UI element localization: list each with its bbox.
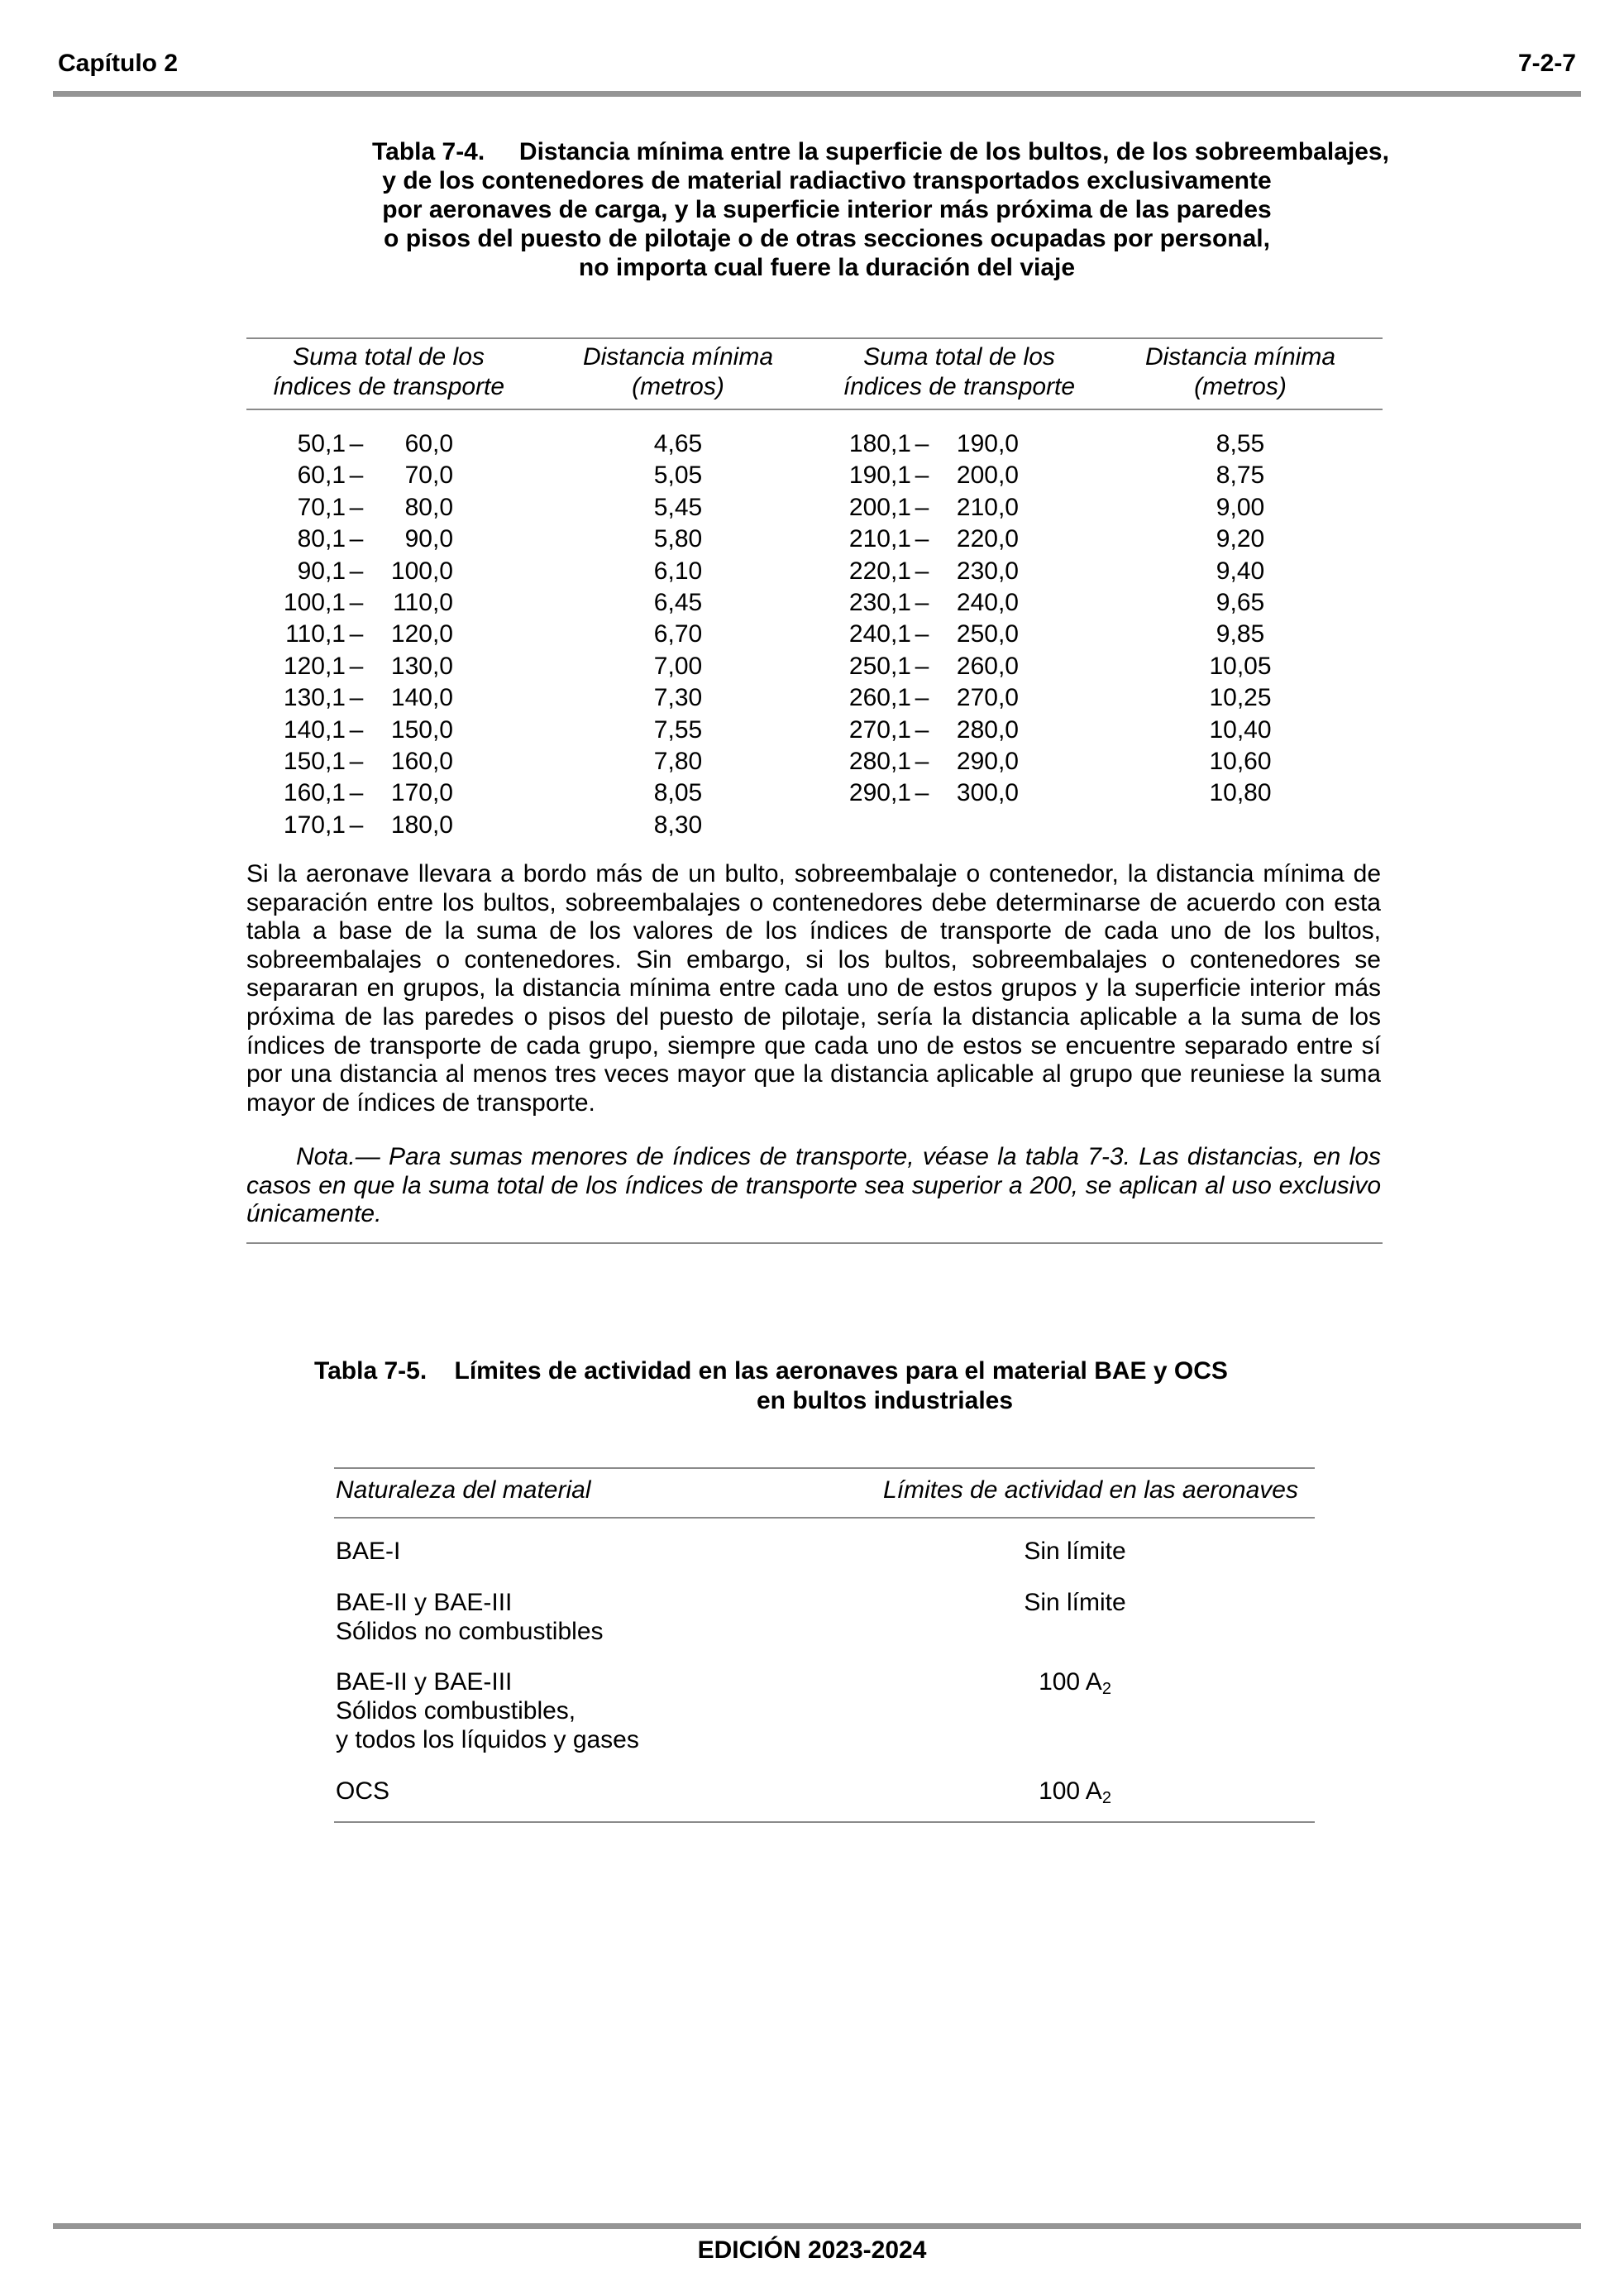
range-high: 180,0 [390,811,453,839]
range-low: 140,1 [283,715,346,744]
range-high: 150,0 [390,715,453,744]
range-low: 90,1 [297,557,346,585]
table-7-4-title [256,137,1397,282]
table-row [281,619,453,650]
table-row [843,524,1019,555]
table-row [281,746,453,777]
table-row [281,682,453,714]
table-7-4-col-header: Suma total de los índices de transporte [272,343,505,400]
table-7-4-note: Nota.— Para sumas menores de índices de transporte, véase la tabla 7-3. Las distancias, en los casos en que la suma total de los índices de transporte sea superior a 200, se aplican al uso exclusivo únicamente. [246,1143,1381,1228]
range-high: 270,0 [956,684,1019,712]
range-low: 100,1 [283,589,346,617]
table-row [843,587,1019,619]
range-dash: – [915,430,929,457]
range-dash: – [349,430,364,457]
range-low: 210,1 [848,525,911,553]
range-dash: – [915,748,929,776]
range-dash: – [915,652,929,680]
table-7-5-bottom-rule [334,1821,1315,1823]
range-high: 200,0 [956,462,1019,490]
table-7-5-material-cell: BAE-I [336,1538,401,1565]
table-row [843,651,1019,682]
edition-label: EDICIÓN 2023-2024 [697,2236,927,2264]
footer-rule [53,2223,1581,2229]
range-high: 190,0 [956,430,1019,457]
range-low: 170,1 [283,811,346,839]
range-low: 60,1 [297,462,346,490]
table-7-4-col-header: Distancia mínima (metros) [1144,343,1336,400]
range-dash: – [915,493,929,521]
range-high: 70,0 [404,462,453,490]
range-high: 230,0 [956,557,1019,585]
range-high: 100,0 [390,557,453,585]
page-number: 7-2-7 [1517,50,1576,77]
table-7-5-limit-cell: Sin límite [1024,1589,1126,1616]
range-low: 50,1 [297,430,346,457]
range-dash: – [349,589,364,617]
range-dash: – [915,525,929,553]
table-row [281,810,453,841]
range-high: 280,0 [956,715,1019,744]
range-dash: – [915,589,929,617]
table-7-4-title-line: o pisos del puesto de pilotaje o de otras secciones ocupadas por personal, [384,225,1270,252]
range-low: 220,1 [848,557,911,585]
range-low: 260,1 [848,684,911,712]
table-row [281,587,453,619]
distance-value: 7,00 [653,652,703,680]
range-high: 60,0 [404,430,453,457]
table-row [843,556,1019,587]
range-dash: – [915,779,929,807]
table-7-5-label: Tabla 7-5. [314,1357,427,1385]
table-row [843,460,1019,491]
range-dash: – [349,748,364,776]
distance-value: 7,80 [653,748,703,776]
distance-value: 10,40 [1209,715,1272,744]
range-low: 290,1 [848,779,911,807]
range-low: 160,1 [283,779,346,807]
distance-value: 5,05 [653,462,703,490]
range-high: 160,0 [390,748,453,776]
range-dash: – [349,462,364,490]
range-low: 130,1 [283,684,346,712]
range-high: 80,0 [404,493,453,521]
range-dash: – [915,620,929,648]
range-dash: – [349,493,364,521]
distance-value: 8,75 [1216,462,1265,490]
range-high: 90,0 [404,525,453,553]
table-7-4-bottom-rule [246,1242,1383,1244]
range-dash: – [349,811,364,839]
range-low: 70,1 [297,493,346,521]
distance-value: 7,30 [653,684,703,712]
range-dash: – [349,684,364,712]
range-high: 300,0 [956,779,1019,807]
range-low: 110,1 [285,620,346,648]
table-7-4-header-rule [246,409,1383,410]
distance-value: 9,20 [1216,525,1265,553]
range-dash: – [349,557,364,585]
distance-value: 10,05 [1209,652,1272,680]
table-7-5-title-line: Límites de actividad en las aeronaves para el material BAE y OCS [454,1357,1228,1385]
table-7-4-title-line: por aeronaves de carga, y la superficie interior más próxima de las paredes [382,196,1272,223]
range-high: 250,0 [956,620,1019,648]
distance-value: 8,05 [653,779,703,807]
table-row [843,428,1019,460]
distance-value: 10,80 [1209,779,1272,807]
table-row [281,777,453,809]
range-dash: – [915,462,929,490]
range-high: 210,0 [956,493,1019,521]
table-7-4-title-line: y de los contenedores de material radiactivo transportados exclusivamente [382,167,1272,194]
range-low: 150,1 [283,748,346,776]
range-high: 140,0 [390,684,453,712]
distance-value: 5,80 [653,525,703,553]
range-low: 120,1 [283,652,346,680]
table-row [843,777,1019,809]
table-7-5-header-rule [334,1517,1315,1519]
table-row [281,524,453,555]
table-7-5-title [314,1356,1323,1416]
range-dash: – [349,620,364,648]
table-7-5-title-line: en bultos industriales [756,1387,1014,1414]
chapter-label: Capítulo 2 [58,50,179,77]
table-7-5-header-material: Naturaleza del material [336,1476,591,1504]
range-dash: – [915,557,929,585]
table-7-5-material-cell: BAE-II y BAE-III Sólidos no combustibles [336,1589,604,1645]
table-7-5-limit-cell: 100 $A_2$ [1039,1777,1111,1807]
table-row [281,715,453,746]
range-high: 290,0 [956,748,1019,776]
table-7-4-right-distance-column [1174,428,1306,810]
range-high: 110,0 [393,589,453,617]
range-low: 250,1 [848,652,911,680]
header-rule [53,91,1581,97]
table-7-4-left-range-column [281,428,453,841]
table-7-4-left-distance-column [612,428,744,841]
table-7-5-material-cell: OCS [336,1777,390,1805]
range-low: 230,1 [848,589,911,617]
distance-value: 8,55 [1216,430,1265,457]
range-dash: – [349,715,364,744]
range-low: 190,1 [848,462,911,490]
table-row [281,492,453,524]
table-row [843,619,1019,650]
table-7-5-limit-cell: Sin límite [1024,1538,1126,1565]
distance-value: 9,40 [1216,557,1265,585]
distance-value: 5,45 [653,493,703,521]
table-row [843,492,1019,524]
range-dash: – [349,779,364,807]
distance-value: 9,00 [1216,493,1265,521]
range-low: 180,1 [848,430,911,457]
range-dash: – [915,715,929,744]
distance-value: 10,60 [1209,748,1272,776]
range-low: 200,1 [848,493,911,521]
table-7-4-col-header: Suma total de los índices de transporte [843,343,1076,400]
range-low: 280,1 [848,748,911,776]
table-7-5-top-rule [334,1467,1315,1469]
range-dash: – [915,684,929,712]
table-7-4-label: Tabla 7-4. [372,138,485,165]
table-7-4-right-range-column [843,428,1019,810]
distance-value: 6,45 [653,589,703,617]
table-7-5-limit-cell: 100 $A_2$ [1039,1668,1111,1698]
range-high: 240,0 [956,589,1019,617]
range-high: 170,0 [390,779,453,807]
range-low: 270,1 [848,715,911,744]
table-7-4-top-rule [246,337,1383,339]
range-low: 80,1 [297,525,346,553]
table-row [281,651,453,682]
table-7-4-paragraph: Si la aeronave llevara a bordo más de un bulto, sobreembalaje o contenedor, la distancia mínima de separación entre los bultos, sobreembalajes o contenedores debe determinarse de acuerdo con esta tabla a base de la suma de los valores de los índices de transporte de cada uno de los bultos, sobreembalajes o contenedores. Sin embargo, si los bultos, sobreembalajes o contenedores se separaran en grupos, la distancia mínima entre cada uno de estos grupos y la superficie interior más próxima de las paredes o pisos del puesto de pilotaje, sería la distancia aplicable a la suma de los índices de transporte de cada grupo, siempre que cada uno de estos se encuentre separado entre sí por una distancia al menos tres veces mayor que la distancia aplicable al grupo que reuniese la suma mayor de índices de transporte. [246,860,1381,1117]
table-7-5-material-cell: BAE-II y BAE-III Sólidos combustibles, y todos los líquidos y gases [336,1668,639,1753]
range-high: 260,0 [956,652,1019,680]
table-row [281,556,453,587]
table-7-4-col-header: Distancia mínima (metros) [582,343,774,400]
table-row [281,428,453,460]
table-row [281,460,453,491]
range-high: 130,0 [390,652,453,680]
distance-value: 9,65 [1216,589,1265,617]
table-7-5-header-limits: Límites de actividad en las aeronaves [883,1476,1298,1504]
table-row [843,715,1019,746]
distance-value: 4,65 [653,430,703,457]
table-row [843,682,1019,714]
distance-value: 7,55 [653,715,703,744]
range-dash: – [349,525,364,553]
range-high: 120,0 [390,620,453,648]
distance-value: 6,10 [653,557,703,585]
table-7-4-title-line: no importa cual fuere la duración del viaje [578,254,1076,281]
distance-value: 8,30 [653,811,703,839]
distance-value: 9,85 [1216,620,1265,648]
distance-value: 10,25 [1209,684,1272,712]
range-low: 240,1 [848,620,911,648]
table-7-4-title-line: Distancia mínima entre la superficie de los bultos, de los sobreembalajes, [518,138,1389,165]
table-row [843,746,1019,777]
range-dash: – [349,652,364,680]
range-high: 220,0 [956,525,1019,553]
distance-value: 6,70 [653,620,703,648]
